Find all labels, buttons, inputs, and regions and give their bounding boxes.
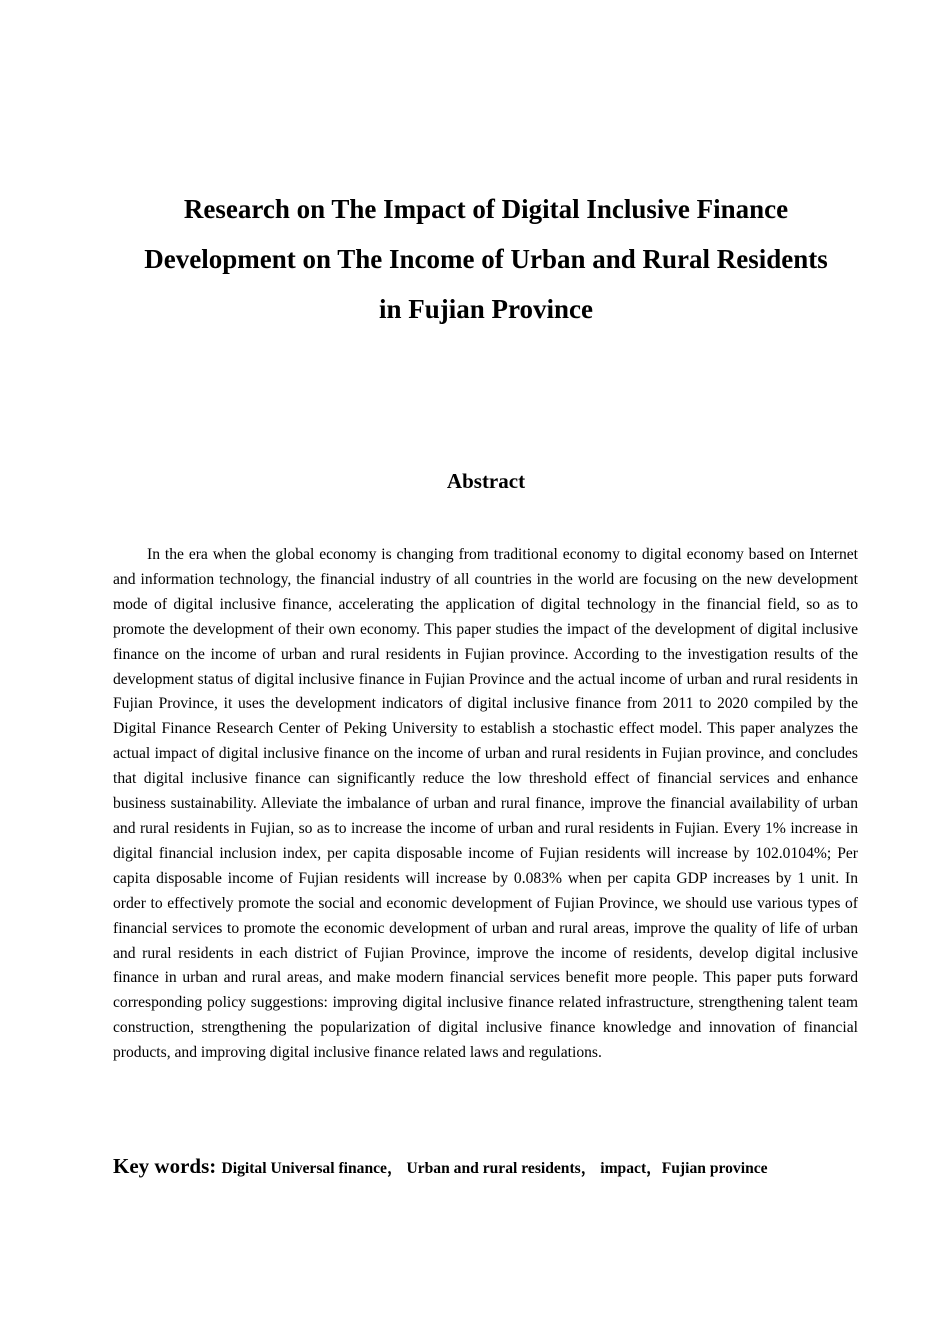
abstract-heading: Abstract: [446, 469, 526, 493]
keywords-label: Key words:: [113, 1154, 222, 1178]
paper-title: [95, 184, 877, 334]
paper-title-line-3: in Fujian Province: [378, 294, 593, 324]
paper-title-line-1: Research on The Impact of Digital Inclusive Finance: [183, 194, 789, 224]
paper-title-line-2: Development on The Income of Urban and Rural Residents: [144, 244, 828, 274]
abstract-body: In the era when the global economy is changing from traditional economy to digital economy based on Internet and information technology, the financial industry of all countries in the world are focusing on the new development mode of digital inclusive finance, accelerating the application of digital technology in the financial field, so as to promote the development of their own economy. This paper studies the impact of the development of digital inclusive finance on the income of urban and rural residents in Fujian province. According to the investigation results of the development status of digital inclusive finance in Fujian Province and the actual income of urban and rural residents in Fujian Province, it uses the development indicators of digital inclusive finance from 2011 to 2020 compiled by the Digital Finance Research Center of Peking University to establish a stochastic effect model. This paper analyzes the actual impact of digital inclusive finance on the income of urban and rural residents in Fujian province, and concludes that digital inclusive finance can significantly reduce the low threshold effect of financial services and enhance business sustainability. Alleviate the imbalance of urban and rural finance, improve the financial availability of urban and rural residents in Fujian, so as to increase the income of urban and rural residents in Fujian. Every 1% increase in digital financial inclusion index, per capita disposable income of Fujian residents will increase by 102.0104%; Per capita disposable income of Fujian residents will increase by 0.083% when per capita GDP increases by 1 unit. In order to effectively promote the social and economic development of Fujian Province, we should use various types of financial services to promote the economic development of urban and rural areas, improve the quality of life of urban and rural residents in each district of Fujian Province, improve the income of residents, develop digital inclusive finance in urban and rural areas, and make modern financial services benefit more people. This paper puts forward corresponding policy suggestions: improving digital inclusive finance related infrastructure, strengthening talent team construction, strengthening the popularization of digital inclusive finance knowledge and innovation of financial products, and improving digital inclusive finance related laws and regulations.: [113, 546, 858, 1062]
keywords: [113, 1151, 873, 1184]
keywords-list: Digital Universal finance， Urban and rural residents， impact，Fujian province: [221, 1160, 768, 1177]
